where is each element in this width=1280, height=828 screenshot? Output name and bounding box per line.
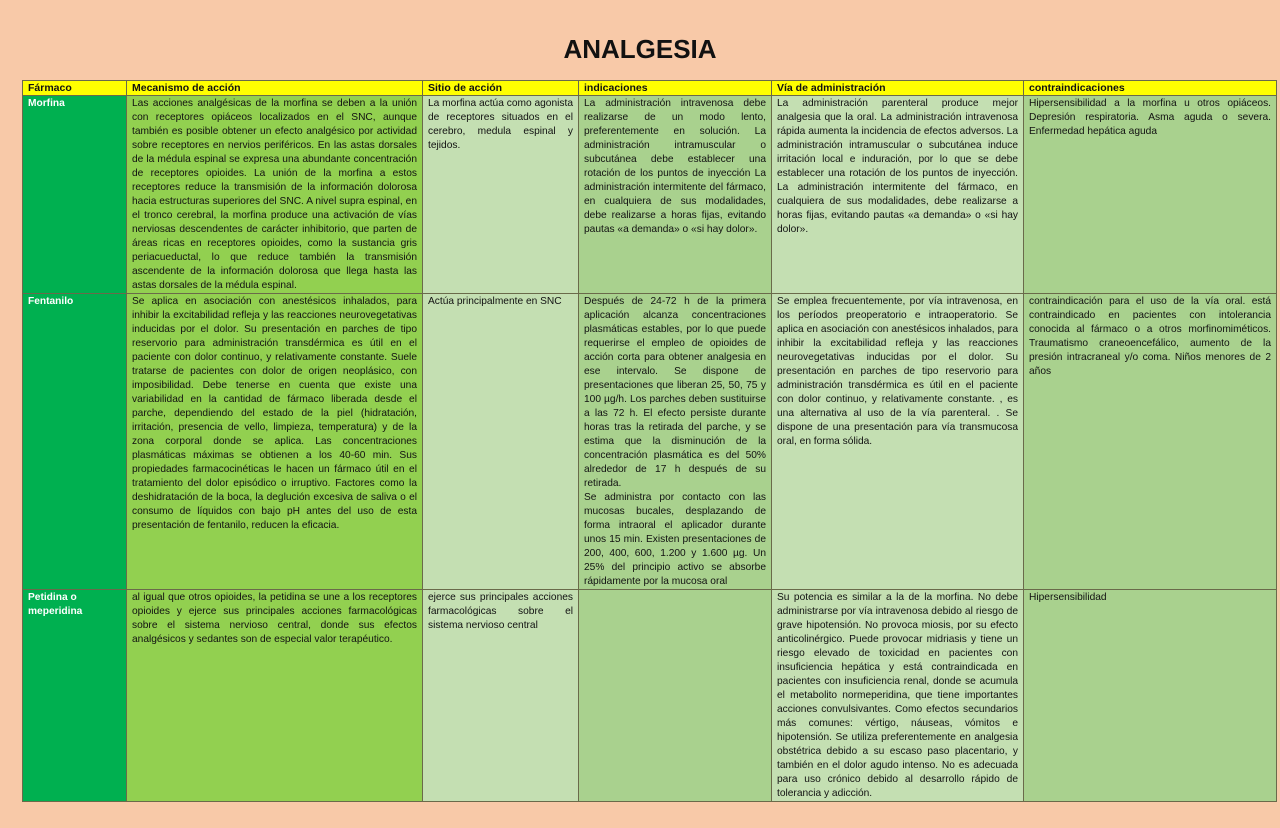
cell-sitio: ejerce sus principales acciones farmacológicas sobre el sistema nervioso central (423, 590, 579, 802)
cell-contra: Hipersensibilidad a la morfina u otros opiáceos. Depresión respiratoria. Asma aguda o severa. Enfermedad hepática aguda (1024, 96, 1277, 294)
header-indicaciones: indicaciones (579, 81, 772, 96)
header-contra: contraindicaciones (1024, 81, 1277, 96)
header-mecanismo: Mecanismo de acción (127, 81, 423, 96)
analgesia-table (22, 80, 1277, 802)
cell-farmaco: Morfina (23, 96, 127, 294)
cell-farmaco: Fentanilo (23, 294, 127, 590)
header-row (23, 81, 1277, 96)
cell-via: Su potencia es similar a la de la morfina. No debe administrarse por vía intravenosa debido al riesgo de grave hipotensión. No provoca miosis, por su efecto anticolinérgico. Puede provocar midriasis y tiene un riesgo elevado de toxicidad en pacientes con insuficiencia hepática y está contraindicada en pacientes con insuficiencia renal, donde se acumula el metabolito normeperidina, que tiene importantes acciones convulsivantes. Como efectos secundarios más comunes: vértigo, náuseas, vómitos e hipotensión. Se utiliza preferentemente en analgesia obstétrica debido a su escaso paso placentario, y también en el dolor agudo intenso. No es adecuada para uso crónico debido al desarrollo rápido de tolerancia y adicción. (772, 590, 1024, 802)
table-row (23, 590, 1277, 802)
page-title: ANALGESIA (563, 34, 717, 64)
header-via: Vía de administración (772, 81, 1024, 96)
cell-indicaciones (579, 96, 772, 294)
cell-mecanismo: al igual que otros opioides, la petidina se une a los receptores opioides y ejerce sus principales acciones farmacológicas sobre el sistema nervioso central, donde sus efectos analgésicos y sedantes son de especial valor terapéutico. (127, 590, 423, 802)
cell-indicaciones (579, 590, 772, 802)
cell-contra: contraindicación para el uso de la vía oral. está contraindicado en pacientes con intolerancia conocida al fármaco o a otros morfinomiméticos. Traumatismo craneoencefálico, aumento de la presión intracraneal y/o coma. Niños menores de 2 años (1024, 294, 1277, 590)
cell-indicaciones (579, 294, 772, 590)
indicaciones-text: La administración intravenosa debe realizarse de un modo lento, preferentemente en solución. La administración intramuscular o subcutánea debe establecer una rotación de los puntos de inyección La administración intermitente del fármaco, en cualquiera de sus modalidades, debe realizarse a horas fijas, evitando pautas «a demanda» o «si hay dolor». (584, 98, 766, 235)
indicaciones-text: Después de 24-72 h de la primera aplicación alcanza concentraciones plasmáticas estables, por lo que puede requerirse el empleo de opioides de acción corta para obtener analgesia en ese intervalo. Se dispone de presentaciones que liberan 25, 50, 75 y 100 µg/h. Los parches deben sustituirse a las 72 h. El efecto persiste durante horas tras la retirada del parche, y se estima que la disminución de la concentración plasmática es del 50% alrededor de 17 h después de su retirada. (584, 296, 766, 489)
cell-mecanismo: Se aplica en asociación con anestésicos inhalados, para inhibir la excitabilidad refleja y las reacciones neurovegetativas inducidas por el dolor. Su presentación en parches de tipo reservorio para administración transdérmica es útil en el paciente con dolor continuo, y relativamente constante. Suele tratarse de pacientes con dolor de origen neoplásico, con imposibilidad. Debe tenerse en cuenta que existe una variabilidad en la cantidad de fármaco liberada desde el parche, dependiendo del estado de la piel (hidratación, irritación, presencia de vello, limpieza, temperatura) y de la zona corporal donde se aplica. Las concentraciones plasmáticas máximas se obtienen a los 40-60 min. Sus propiedades farmacocinéticas le hacen un fármaco útil en el tratamiento del dolor episódico o irruptivo. Factores como la deshidratación de la boca, la deglución excesiva de saliva o el consumo de líquidos con bajo pH antes del uso de esta presentación de fentanilo, reducen la eficacia. (127, 294, 423, 590)
cell-farmaco: Petidina o meperidina (23, 590, 127, 802)
header-sitio: Sitio de acción (423, 81, 579, 96)
header-farmaco: Fármaco (23, 81, 127, 96)
cell-sitio: Actúa principalmente en SNC (423, 294, 579, 590)
cell-via: Se emplea frecuentemente, por vía intravenosa, en los períodos preoperatorio e intraoperatorio. Se aplica en asociación con anestésicos inhalados, para inhibir la excitabilidad refleja y las reacciones neurovegetativas inducidas por el dolor. Su presentación en parches de tipo reservorio para administración transdérmica es útil en el paciente con dolor continuo, y relativamente constante. , es una alternativa al uso de la vía parenteral. . Se dispone de una presentación para vía transmucosa oral, en forma sólida. (772, 294, 1024, 590)
cell-sitio: La morfina actúa como agonista de receptores situados en el cerebro, medula espinal y tejidos. (423, 96, 579, 294)
cell-via: La administración parenteral produce mejor analgesia que la oral. La administración intravenosa rápida aumenta la incidencia de efectos adversos. La administración intramuscular o subcutánea induce irritación local e induración, por lo que se debe establecer una rotación de los puntos de inyección. La administración intermitente del fármaco, en cualquiera de sus modalidades, debe realizarse a horas fijas, evitando pautas «a demanda» o «si hay dolor». (772, 96, 1024, 294)
cell-mecanismo: Las acciones analgésicas de la morfina se deben a la unión con receptores opiáceos localizados en el SNC, aunque también es posible obtener un efecto analgésico por actividad sobre receptores en nervios periféricos. En las astas dorsales de la médula espinal se expresa una abundante concentración de receptores opioides. La unión de la morfina a estos receptores reduce la transmisión de la información dolorosa hacia estructuras superiores del SNC. A nivel supra espinal, en el tronco cerebral, la morfina produce una activación de vías nerviosas descendentes de carácter inhibitorio, que parten de áreas ricas en receptores opioides, como la sustancia gris periacueductal, lo que reduce también la transmisión ascendente de la información dolorosa que llega hasta las astas dorsales de la médula espinal. (127, 96, 423, 294)
table-row (23, 294, 1277, 590)
table-row (23, 96, 1277, 294)
cell-contra: Hipersensibilidad (1024, 590, 1277, 802)
indicaciones-text-2: Se administra por contacto con las mucosas bucales, desplazando de forma intraoral el aplicador durante unos 15 min. Existen presentaciones de 200, 400, 600, 1.200 y 1.600 µg. Un 25% del principio activo se absorbe rápidamente por la mucosa oral (584, 492, 766, 587)
